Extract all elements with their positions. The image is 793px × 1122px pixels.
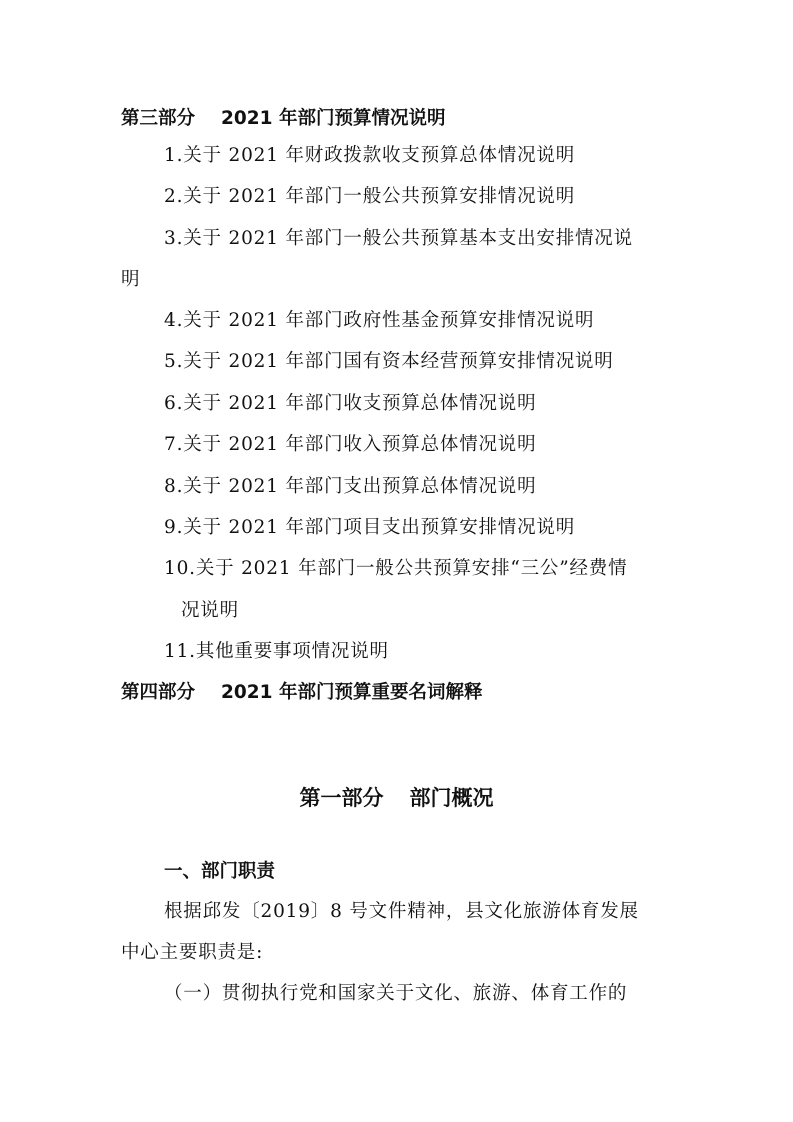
part4-label: 第四部分 [121,682,196,703]
section1-paragraph-line: （一）贯彻执行党和国家关于文化、旅游、体育工作的 [164,983,628,1004]
toc-item-10[interactable]: 10.关于 2021 年部门一般公共预算安排“三公”经费情 [164,558,628,579]
part4-heading [121,678,482,704]
toc-item-7[interactable]: 7.关于 2021 年部门收入预算总体情况说明 [164,434,537,455]
part3-title: 2021 年部门预算情况说明 [221,108,446,129]
toc-item-10-continued[interactable]: 况说明 [181,600,239,621]
toc-item-6[interactable]: 6.关于 2021 年部门收支预算总体情况说明 [164,393,537,414]
toc-item-4[interactable]: 4.关于 2021 年部门政府性基金预算安排情况说明 [164,310,595,331]
section1-paragraph-line: 中心主要职责是: [121,942,264,963]
toc-item-8[interactable]: 8.关于 2021 年部门支出预算总体情况说明 [164,476,537,497]
part1-heading [0,782,793,812]
toc-item-9[interactable]: 9.关于 2021 年部门项目支出预算安排情况说明 [164,517,575,538]
toc-item-2[interactable]: 2.关于 2021 年部门一般公共预算安排情况说明 [164,186,575,207]
part3-heading [121,104,445,130]
part1-title: 部门概况 [409,786,494,810]
toc-item-3[interactable]: 3.关于 2021 年部门一般公共预算基本支出安排情况说 [164,228,633,249]
section1-heading: 一、部门职责 [164,861,276,882]
section1-paragraph-line: 根据邱发〔2019〕8 号文件精神，县文化旅游体育发展 [164,901,639,922]
toc-item-11[interactable]: 11.其他重要事项情况说明 [164,641,389,662]
part1-label: 第一部分 [299,786,384,810]
toc-item-5[interactable]: 5.关于 2021 年部门国有资本经营预算安排情况说明 [164,351,614,372]
part3-label: 第三部分 [121,108,196,129]
part4-title: 2021 年部门预算重要名词解释 [221,682,483,703]
toc-item-3-continued[interactable]: 明 [121,269,141,290]
toc-item-1[interactable]: 1.关于 2021 年财政拨款收支预算总体情况说明 [164,145,575,166]
